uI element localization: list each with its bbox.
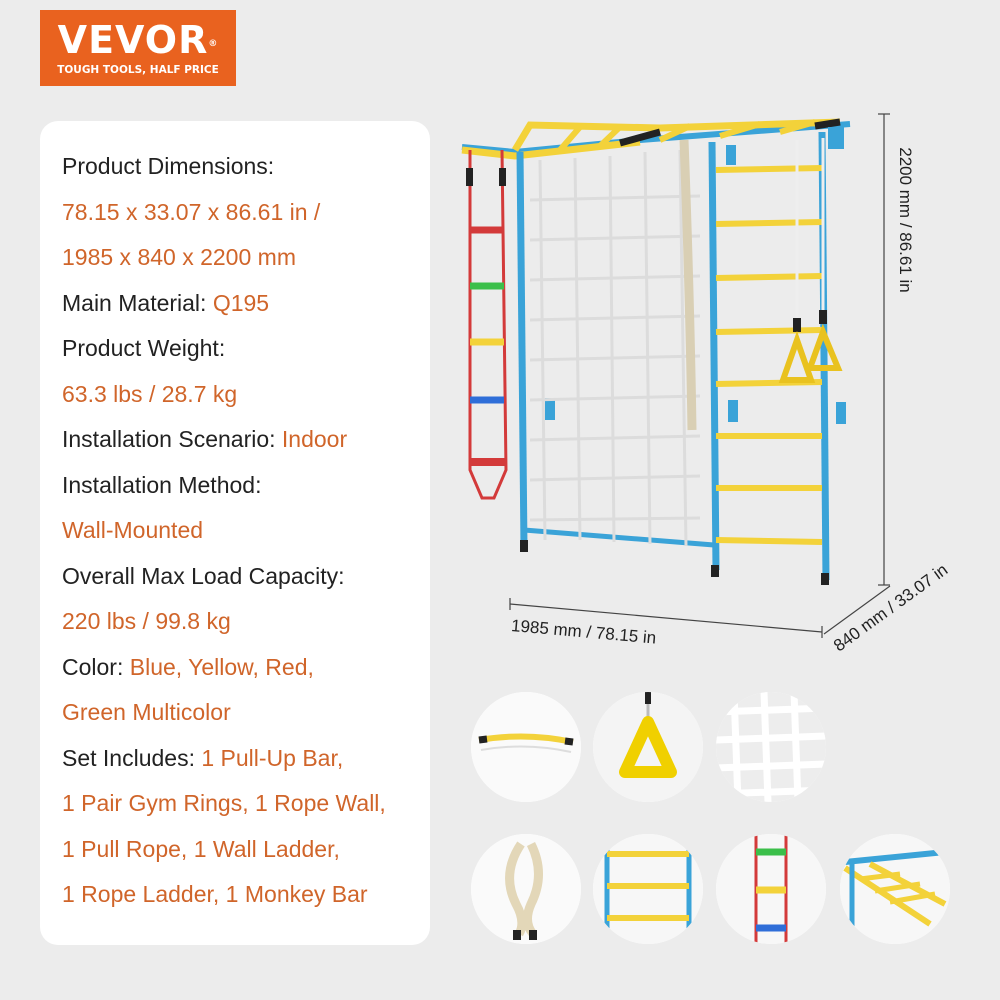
logo-tagline: TOUGH TOOLS, HALF PRICE bbox=[57, 64, 219, 76]
rope-ladder bbox=[466, 150, 506, 498]
spec-line bbox=[62, 645, 432, 691]
spec-line bbox=[62, 554, 432, 600]
monkey-bar-thumbnail bbox=[840, 834, 950, 944]
dimension-lines bbox=[510, 114, 890, 638]
spec-line bbox=[62, 736, 432, 782]
spec-label: Overall Max Load Capacity: bbox=[62, 562, 345, 589]
vevor-logo bbox=[40, 10, 236, 86]
spec-line bbox=[62, 872, 432, 918]
spec-value: 1 Pair Gym Rings, 1 Rope Wall, bbox=[62, 790, 386, 816]
spec-line bbox=[62, 372, 432, 418]
spec-line bbox=[62, 781, 432, 827]
wall-ladder bbox=[716, 168, 822, 542]
spec-label: Color: bbox=[62, 653, 130, 680]
spec-line bbox=[62, 690, 432, 736]
wall-ladder-thumbnail bbox=[593, 834, 703, 944]
spec-value: 1 Rope Ladder, 1 Monkey Bar bbox=[62, 881, 368, 907]
spec-line bbox=[62, 827, 432, 873]
spec-value: Blue, Yellow, Red, bbox=[129, 653, 314, 680]
spec-line bbox=[62, 235, 432, 281]
spec-label: Product Dimensions: bbox=[62, 153, 275, 179]
rope-net-thumbnail bbox=[716, 692, 826, 802]
spec-list bbox=[62, 144, 432, 918]
rope-ladder-thumbnail bbox=[716, 834, 826, 944]
spec-value: Indoor bbox=[281, 426, 348, 452]
spec-value: 1 Pull Rope, 1 Wall Ladder, bbox=[62, 835, 340, 862]
gym-rings bbox=[783, 138, 838, 380]
spec-label: Installation Method: bbox=[62, 471, 262, 498]
spec-label: Main Material: bbox=[62, 289, 213, 316]
logo-brand-text: VEVOR bbox=[57, 18, 209, 62]
spec-line bbox=[62, 417, 432, 463]
rope-net bbox=[530, 150, 700, 546]
spec-label: Installation Scenario: bbox=[62, 426, 282, 452]
spec-value: Q195 bbox=[212, 289, 270, 316]
spec-line bbox=[62, 326, 432, 372]
spec-line bbox=[62, 508, 432, 554]
logo-registered-mark: ® bbox=[208, 39, 219, 49]
height-dimension-label: 2200 mm / 86.61 in bbox=[896, 147, 915, 293]
gym-ring-thumbnail bbox=[593, 692, 703, 802]
spec-label: Set Includes: bbox=[62, 744, 202, 771]
spec-value: Wall-Mounted bbox=[62, 517, 204, 543]
spec-label: Product Weight: bbox=[62, 335, 226, 361]
pull-up-bar-thumbnail bbox=[471, 692, 581, 802]
spec-value: 1 Pull-Up Bar, bbox=[201, 744, 344, 771]
spec-value: 78.15 x 33.07 x 86.61 in / bbox=[62, 198, 321, 225]
logo-brand bbox=[40, 20, 236, 60]
spec-line bbox=[62, 599, 432, 645]
spec-line bbox=[62, 281, 432, 327]
spec-line bbox=[62, 144, 432, 190]
spec-line bbox=[62, 190, 432, 236]
spec-value: 1985 x 840 x 2200 mm bbox=[62, 244, 296, 270]
spec-value: 220 lbs / 99.8 kg bbox=[62, 608, 231, 634]
pull-rope-thumbnail bbox=[471, 834, 581, 944]
spec-value: 63.3 lbs / 28.7 kg bbox=[62, 380, 238, 407]
pull-rope bbox=[684, 140, 692, 430]
spec-line bbox=[62, 463, 432, 509]
width-dimension-label: 1985 mm / 78.15 in bbox=[510, 616, 657, 648]
depth-dimension-label: 840 mm / 33.07 in bbox=[830, 560, 952, 656]
monkey-bar-frame bbox=[462, 122, 850, 156]
spec-value: Green Multicolor bbox=[62, 699, 231, 725]
